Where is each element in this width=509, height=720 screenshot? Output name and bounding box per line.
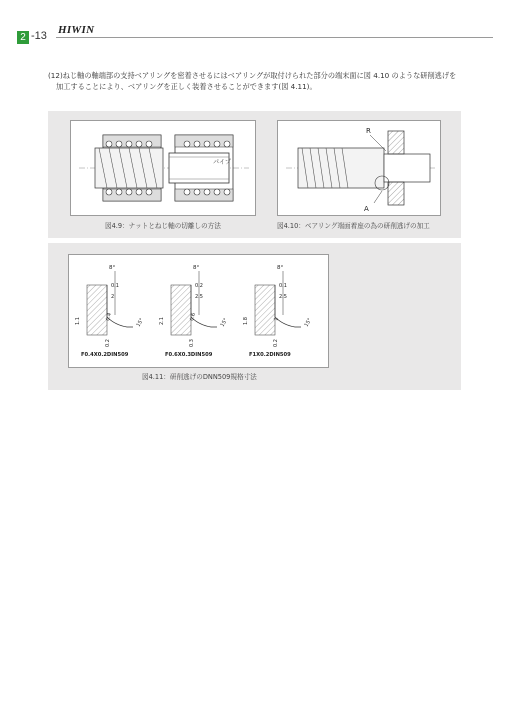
detail-1-tol: 0.1 [111, 283, 119, 289]
figure-4-10-caption: 図4.10：ベアリング端面着座の為の研削逃げの加工 [277, 222, 430, 230]
detail-1-name: F0.4X0.2DIN509 [81, 352, 129, 358]
detail-1-radius: 0.4 [105, 312, 113, 322]
detail-3-angle2: 15° [303, 317, 314, 328]
detail-2-name: F0.6X0.3DIN509 [165, 352, 213, 358]
detail-3-small: 0.2 [273, 339, 279, 347]
detail-2-small: 0.3 [189, 339, 195, 347]
detail-2-angle: 8° [193, 265, 200, 271]
header-rule [56, 37, 493, 38]
detail-1 [75, 265, 145, 358]
detail-3-radius: 1 [273, 316, 280, 322]
detail-1-small: 0.2 [105, 339, 111, 347]
detail-3-tol: 0.1 [279, 283, 287, 289]
detail-3-angle: 8° [277, 265, 284, 271]
detail-2-tol: 0.2 [195, 283, 203, 289]
detail-2 [159, 265, 229, 358]
page-number: -13 [31, 30, 47, 42]
detail-2-radius: 0.6 [189, 312, 197, 322]
brand-logo: HIWIN [58, 24, 95, 36]
detail-1-width: 2 [111, 294, 115, 300]
paragraph-line-1: (12)ねじ軸の軸端部の支持ベアリングを密着させるにはベアリングが取付けられた部分の端末面に図 4.10 のような研削逃げを [48, 71, 457, 80]
detail-3-depth: 1.8 [243, 317, 249, 325]
detail-3-width: 2.5 [279, 294, 287, 300]
detail-2-depth: 2.1 [159, 317, 165, 325]
pipe-label: パイプ [213, 159, 231, 166]
detail-3 [243, 265, 313, 358]
figure-4-10 [277, 120, 441, 216]
din509-details [69, 255, 328, 367]
figure-4-9 [70, 120, 256, 216]
body-paragraph [48, 71, 478, 92]
figure-4-11 [68, 254, 329, 368]
detail-2-angle2: 15° [219, 317, 230, 328]
detail-3-name: F1X0.2DIN509 [249, 352, 291, 358]
detail-1-angle: 8° [109, 265, 116, 271]
chapter-badge: 2 [17, 31, 29, 44]
detail-2-width: 2.5 [195, 294, 203, 300]
paragraph-line-2: 加工することにより、ベアリングを正しく装着させることができます(図 4.11)。 [56, 81, 317, 91]
detail-1-angle2: 15° [135, 317, 146, 328]
bearing-seat-drawing [278, 121, 440, 215]
figure-4-11-caption: 図4.11：研削逃げのDNN509規格寸法 [142, 373, 257, 381]
label-a: A [364, 205, 369, 213]
label-r: R [366, 127, 371, 135]
nut-shaft-drawing [71, 121, 255, 215]
detail-1-depth: 1.1 [75, 317, 81, 325]
figure-4-9-caption: 図4.9：ナットとねじ軸の切離しの方法 [105, 222, 221, 230]
